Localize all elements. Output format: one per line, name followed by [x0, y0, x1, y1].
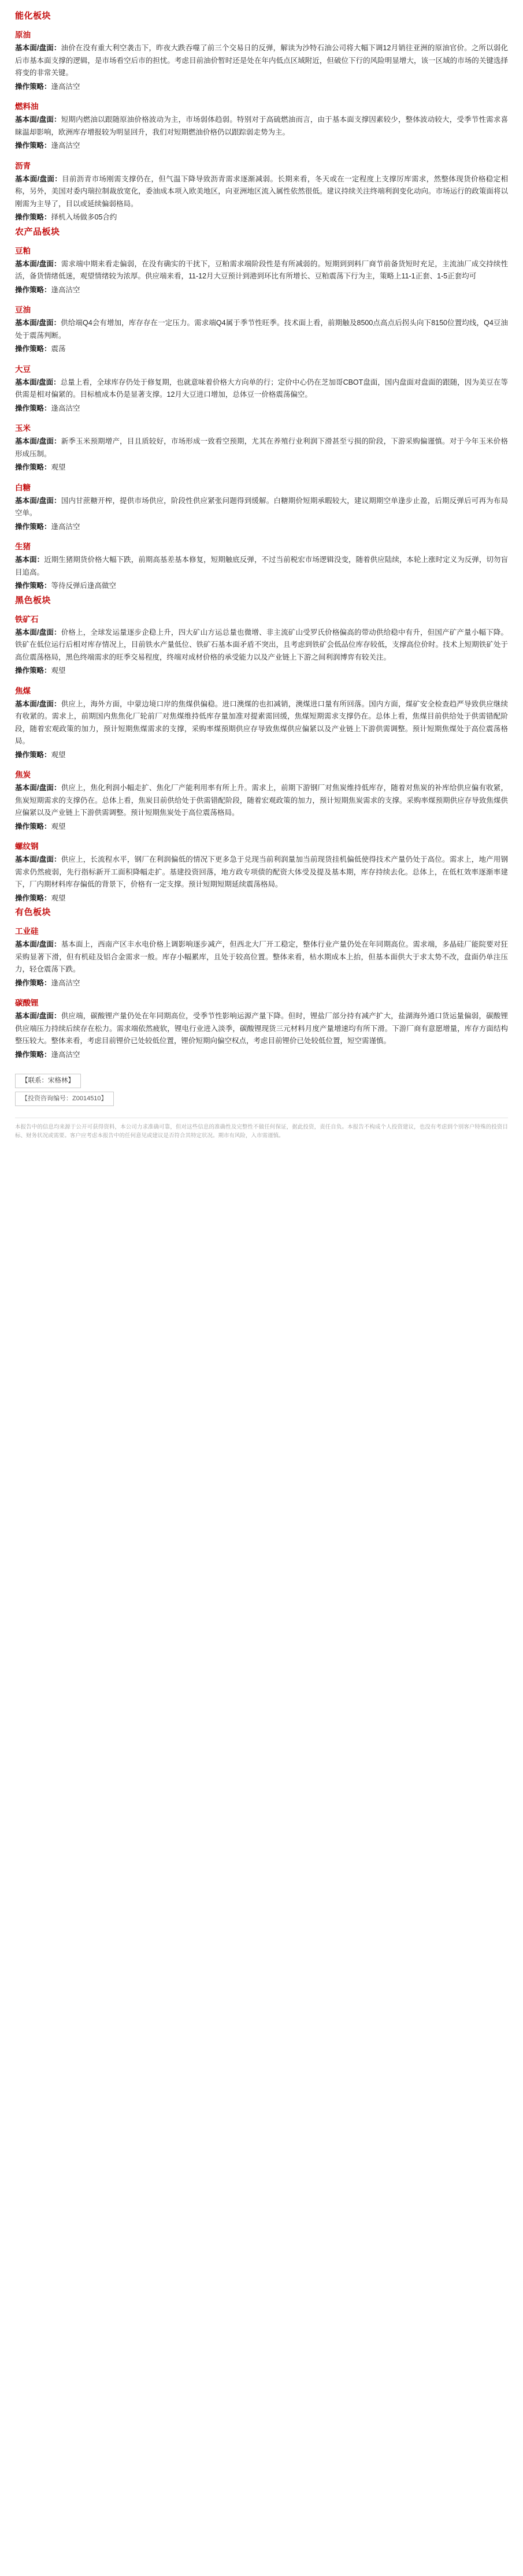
- strategy-label: 操作策略：: [15, 750, 51, 759]
- sector-block-agriculture: [15, 225, 508, 593]
- analysis-text: 基本面上，西南产区丰水电价格上调影响逐步减产，但西北大厂开工稳定，整体行业产量仍处在年同期高位。需求端，多晶硅厂能院要对狂采购显著下滑，但有机硅及铝合金需求一般。库存小幅累库，且处于较高位置。整体来看，枯水期成本上抬，但基本面供大于求太势不改，盘面仍单注压力，轻仓震荡下跌。: [15, 940, 508, 973]
- analysis-text: 供应上，海外方面，中蒙边境口岸的焦煤供偏稳。进口澳煤的也扣减销，澳煤进口量有所回落。国内方面，煤矿安全检查趋严导致供应继续有收紧的。需求上，前期国内焦焦化厂轮前厂对焦煤维持低库存量加准对提素需回缓，焦煤短期需求支撑仍在。总体上看，焦煤目前供给处于供需错配阶段，随着宏观政策的加力，预计短期焦煤需求的支撑，采购率煤预期供应存导致焦煤供应偏紧以及产业链上下游供需调整。预计短期焦煤处于高位震荡格局。: [15, 699, 508, 745]
- strategy-label: 操作策略：: [15, 894, 51, 902]
- commodity-analysis: [15, 627, 508, 664]
- commodity-analysis: [15, 173, 508, 211]
- analysis-text: 目前沥青市场刚需支撑仍在，但气温下降导致沥青需求逐渐减弱。长期来看，冬天或在一定程度上支撑厉库需求，然整体现货价格稳定相称，另外，美国对委内瑞拉制裁放宽化，委油成本项入欧美地区，向亚洲地区流入属性依然很低。建议持续关注终端利润变化动向。市场运行的政策面将以刚需为主导了，目以或延续偏弱格局。: [15, 174, 508, 208]
- commodity-title-coking-coal: 焦煤: [15, 686, 31, 695]
- strategy-text: 逢高沽空: [51, 142, 80, 150]
- strategy-text: 逢高沽空: [51, 522, 80, 531]
- license-number: 【投资咨询编号：Z0014510】: [15, 1092, 114, 1106]
- sector-block-energy-chemicals: [15, 9, 508, 224]
- commodity-block-rebar: [15, 840, 508, 904]
- commodity-strategy: [15, 1049, 508, 1062]
- strategy-label: 操作策略：: [15, 285, 51, 294]
- analysis-label: 基本面/盘面：: [15, 496, 61, 505]
- analysis-text: 短期内燃油以跟随原油价格波动为主，市场弱体趋弱。特别对于高硫燃油而言，由于基本面支撑因素较少，整体波动较大，受季节性需求喜睐温却影响，欧洲库存增报较为明显回升，我们对短期燃油价格仍以跟踪弱走势为主。: [15, 116, 508, 136]
- commodity-block-live-hog: [15, 540, 508, 593]
- analysis-text: 国内甘蔗糖开榨，提供市场供应，阶段性供应紧张问题得到缓解。白糖期价短期承暇较大，建议期期空单逢步止盈，后期反弹后可再为布局空单。: [15, 496, 508, 517]
- strategy-label: 操作策略：: [15, 213, 51, 221]
- commodity-title-crude-oil: 原油: [15, 31, 31, 39]
- analysis-label: 基本面：: [15, 556, 44, 564]
- analysis-label: 基本面/盘面：: [15, 319, 61, 327]
- commodity-block-soybean-meal: [15, 244, 508, 297]
- sector-block-nonferrous: [15, 906, 508, 1061]
- analysis-label: 基本面/盘面：: [15, 628, 61, 636]
- license-info: [15, 1089, 508, 1114]
- commodity-strategy: [15, 284, 508, 297]
- commodity-strategy: [15, 461, 508, 474]
- commodity-strategy: [15, 977, 508, 990]
- commodity-strategy: [15, 749, 508, 762]
- commodity-analysis: [15, 939, 508, 976]
- daily-report-page: [0, 0, 523, 1153]
- commodity-analysis: [15, 1010, 508, 1048]
- strategy-label: 操作策略：: [15, 345, 51, 353]
- commodity-block-soybean-oil: [15, 303, 508, 356]
- analysis-text: 价格上，全球发运量逐步企稳上升，四大矿山方运总量也微增、非主流矿山受罗氏价格偏高的带动供给稳中有升，但国产矿产量小幅下降。铁矿在低位运行后相对库存情况上，目前铁水产量低位、铁矿石基本面矛盾不突出，且考虑到铁矿会低品位库存较低，支撑高位价时。技术上短期铁矿处于高位震荡格局，黑色终端需求的旺季交易程度，终端对成材价格的承受能力以及产业链上下游之间利润博弈有较关注。: [15, 628, 508, 661]
- analysis-label: 基本面/盘面：: [15, 116, 61, 124]
- analysis-label: 基本面/盘面：: [15, 699, 61, 708]
- commodity-block-iron-ore: [15, 613, 508, 677]
- commodity-block-lithium-carbonate: [15, 996, 508, 1061]
- sector-title-ferrous: 黑色板块: [15, 595, 51, 605]
- commodity-strategy: [15, 343, 508, 356]
- analysis-text: 总量上看，全球库存仍处于修复期，也就意味着价格大方向单的行；定价中心仍在芝加哥CBOT盘面，国内盘面对盘面的跟随，因为美豆在等供需是相对偏紧的。目标植成本仍是显著支撑。12月大豆进口增加，总体豆一价格震荡偏空。: [15, 378, 508, 399]
- analysis-text: 供应端，碳酸锂产量仍处在年同期高位，受季节性影响运源产量下降。但时，锂盐厂部分持有减产扩大，盐湖海外通口货运量偏弱，碳酸锂供应端压力持续后续存在松力。需求端依然疲软，锂电行业进入淡季，碳酸锂现货三元材料月度产量增速均有所下滑。下游厂商有意愿增量，库存方面结构整压较大。整体来看，考虑目前锂价已处较低位置，锂价短期向偏空权点，考虑目前锂价已处较低位置，短空需谨慎。: [15, 1012, 508, 1045]
- author-info: [15, 1068, 508, 1089]
- analysis-label: 基本面/盘面：: [15, 1012, 61, 1020]
- commodity-strategy: [15, 892, 508, 905]
- commodity-strategy: [15, 580, 508, 593]
- analysis-label: 基本面/盘面：: [15, 855, 61, 863]
- commodity-strategy: [15, 140, 508, 152]
- analysis-label: 基本面/盘面：: [15, 784, 61, 792]
- strategy-text: 观望: [51, 667, 66, 675]
- commodity-title-soybean-meal: 豆粕: [15, 246, 31, 255]
- commodity-block-soybean: [15, 363, 508, 415]
- strategy-label: 操作策略：: [15, 667, 51, 675]
- strategy-text: 观望: [51, 822, 66, 831]
- commodity-block-coke: [15, 768, 508, 833]
- sector-block-ferrous: [15, 594, 508, 905]
- analysis-text: 需求端中期来看走偏弱，在没有确实的干扰下，豆粕需求端阶段性是有所减弱的。短期到到料厂商节前备货短时充足，主流油厂成交持续性活，备货情绪低迷，观望情绪较为浓厚。供应端来看，11-12月大豆预计到港到环比有所增长、豆粕震荡下行为主，策略上11-1正套、1-5正套均可: [15, 259, 508, 280]
- strategy-text: 观望: [51, 894, 66, 902]
- commodity-block-corn: [15, 422, 508, 474]
- commodity-title-fuel-oil: 燃料油: [15, 102, 39, 111]
- sector-title-nonferrous: 有色板块: [15, 907, 51, 917]
- strategy-text: 逢高沽空: [51, 404, 80, 412]
- analysis-label: 基本面/盘面：: [15, 174, 62, 183]
- commodity-analysis: [15, 554, 508, 579]
- commodity-block-bitumen: [15, 159, 508, 224]
- strategy-label: 操作策略：: [15, 463, 51, 471]
- sector-title-energy-chemicals: 能化板块: [15, 11, 51, 21]
- commodity-analysis: [15, 854, 508, 891]
- commodity-analysis: [15, 42, 508, 80]
- commodity-strategy: [15, 821, 508, 833]
- strategy-label: 操作策略：: [15, 978, 51, 987]
- strategy-text: 逢高沽空: [51, 1050, 80, 1059]
- analysis-text: 新季玉米预期增产，目且质较好，市场形成一致看空预期，尤其在养殖行业利润下滑甚至亏损的阶段，下游采购偏谨慎。对于今年玉米价格形成压制。: [15, 437, 508, 458]
- analysis-label: 基本面/盘面：: [15, 940, 61, 948]
- strategy-text: 逢高沽空: [51, 978, 80, 987]
- analysis-label: 基本面/盘面：: [15, 437, 61, 445]
- commodity-analysis: [15, 317, 508, 342]
- commodity-title-live-hog: 生猪: [15, 542, 31, 551]
- strategy-label: 操作策略：: [15, 522, 51, 531]
- commodity-title-industrial-silicon: 工业硅: [15, 927, 39, 936]
- commodity-analysis: [15, 258, 508, 283]
- analysis-text: 近期生猪期货价格大幅下跌，前期高基差基本修复，短期触底反弹，不过当前税宏市场逻辑没变，随着供应陆续，本轮上涨时定义为反弹，切勿盲目追高。: [15, 556, 508, 576]
- commodity-strategy: [15, 521, 508, 534]
- commodity-title-coke: 焦炭: [15, 770, 31, 779]
- commodity-analysis: [15, 782, 508, 820]
- strategy-label: 操作策略：: [15, 404, 51, 412]
- sector-title-agriculture: 农产品板块: [15, 226, 60, 237]
- commodity-analysis: [15, 698, 508, 748]
- commodity-block-industrial-silicon: [15, 925, 508, 989]
- analysis-label: 基本面/盘面：: [15, 378, 61, 386]
- section-spacer: [15, 1062, 508, 1068]
- strategy-label: 操作策略：: [15, 822, 51, 831]
- strategy-label: 操作策略：: [15, 1050, 51, 1059]
- analysis-text: 供给端Q4会有增加，库存存在一定压力。需求端Q4属于季节性旺季。技术面上看，前期触及8500点高点后拐头向下8150位置均线，Q4豆油处于震荡判断。: [15, 319, 508, 340]
- strategy-label: 操作策略：: [15, 582, 51, 590]
- commodity-title-rebar: 螺纹钢: [15, 842, 39, 851]
- commodity-strategy: [15, 211, 508, 224]
- strategy-text: 观望: [51, 750, 66, 759]
- analysis-text: 供应上，焦化利润小幅走扩、焦化厂产能利用率有所上升。需求上，前期下游钢厂对焦炭维持低库存，随着对焦炭的补库给供应偏有收紧，焦炭短期需求的支撑仍在。总体上看，焦炭目前供给处于供需错配阶段，随着宏观政策的加力，预计短期焦炭需求的支撑。采购率煤预期供应存导致焦煤供应偏紧以及产业链上下游供需调整。预计短期焦炭处于高位震荡格局。: [15, 784, 508, 817]
- footer-disclaimer: 本报告中的信息均来源于公开可获得资料，本公司力求准确可靠，但对这些信息的准确性及完整性不做任何保证，据此投资，责任自负。本报告不构成个人投资建议，也没有考虑到个别客户特殊的投资目标、财务状况或需要。客户应考虑本报告中的任何意见或建议是否符合其特定状况。期市有风险，入市需谨慎。: [15, 1118, 508, 1153]
- commodity-title-corn: 玉米: [15, 424, 31, 433]
- commodity-strategy: [15, 81, 508, 94]
- analysis-label: 基本面/盘面：: [15, 259, 61, 268]
- commodity-block-coking-coal: [15, 684, 508, 762]
- strategy-text: 逢高沽空: [51, 82, 80, 91]
- strategy-text: 等待反弹后逢高做空: [51, 582, 117, 590]
- commodity-title-iron-ore: 铁矿石: [15, 615, 39, 624]
- commodity-block-white-sugar: [15, 481, 508, 534]
- analysis-label: 基本面/盘面：: [15, 44, 61, 52]
- commodity-title-soybean: 大豆: [15, 364, 31, 374]
- strategy-label: 操作策略：: [15, 142, 51, 150]
- strategy-label: 操作策略：: [15, 82, 51, 91]
- strategy-text: 逢高沽空: [51, 285, 80, 294]
- author-contact: 【联系：宋格林】: [15, 1074, 81, 1088]
- commodity-analysis: [15, 435, 508, 460]
- commodity-title-soybean-oil: 豆油: [15, 306, 31, 314]
- commodity-analysis: [15, 377, 508, 401]
- commodity-strategy: [15, 403, 508, 415]
- strategy-text: 观望: [51, 463, 66, 471]
- commodity-analysis: [15, 495, 508, 520]
- commodity-analysis: [15, 114, 508, 139]
- strategy-text: 择机入场做多05合约: [51, 213, 117, 221]
- commodity-title-lithium-carbonate: 碳酸锂: [15, 999, 39, 1007]
- commodity-title-bitumen: 沥青: [15, 161, 31, 170]
- commodity-strategy: [15, 665, 508, 677]
- analysis-text: 油价在没有重大利空袭击下，昨夜大跌吞噬了前三个交易日的反弹，解读为沙特石油公司将大幅下调12月销往亚洲的原油官价。之所以弱化后市基本面支撑的逻辑，是市场看空后市的担忧。考虑目前油价暂时还是处在年内低点区域附近，但破位下行的风险明显增大，该一区域的市场的关键选择将变的非常关键。: [15, 44, 508, 77]
- strategy-text: 震荡: [51, 345, 66, 353]
- commodity-block-fuel-oil: [15, 100, 508, 152]
- commodity-block-crude-oil: [15, 28, 508, 93]
- analysis-text: 供应上，长流程水平，钢厂在利润偏低的情况下更多急于兑现当前利润量加当前现货挂机偏低使得技术产量仍处于高位。需求上，地产用钢需求仍然疲弱，先行指标新开工面积降幅走扩。基建投资回落，地方政专项债的配资大体受及提及基本期，库存持续去化。总体上，在低杠效率逐渐率建下，厂内期材料库存偏低的背景下，价格有一定支撑。预计短期短期延续震荡格局。: [15, 855, 508, 888]
- commodity-title-white-sugar: 白糖: [15, 483, 31, 492]
